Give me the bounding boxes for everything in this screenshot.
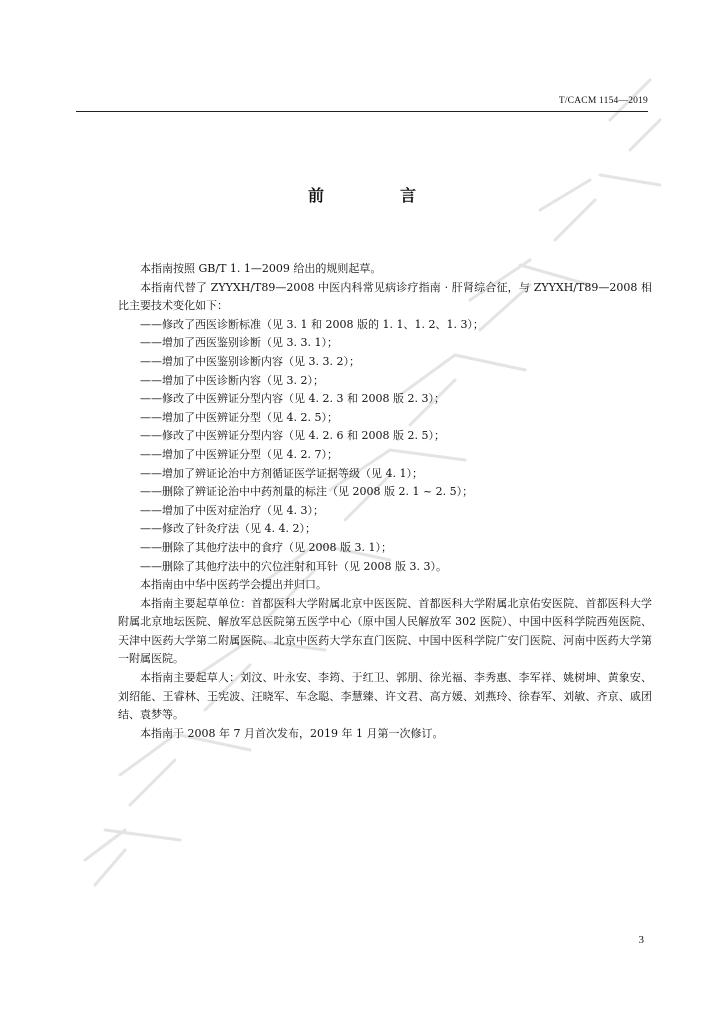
- change-item: ——删除了其他疗法中的穴位注射和耳针（见 2008 版 3. 3）。: [140, 559, 447, 573]
- page-title: 前 言: [307, 186, 446, 205]
- standard-code: T/CACM 1154—2019: [558, 96, 648, 106]
- change-item: ——增加了中医诊断内容（见 3. 2）；: [140, 373, 324, 387]
- change-item: ——增加了中医辨证分型（见 4. 2. 5）；: [140, 410, 338, 424]
- paragraph-proposer: 本指南由中华中医药学会提出并归口。: [140, 578, 327, 592]
- change-item: ——修改了中医辨证分型内容（见 4. 2. 6 和 2008 版 2. 5）；: [140, 429, 445, 443]
- change-item: ——增加了中医鉴别诊断内容（见 3. 3. 2）；: [140, 354, 360, 368]
- change-item: ——增加了中医对症治疗（见 4. 3）；: [140, 503, 324, 517]
- paragraph-replacement: 本指南代替了 ZYYXH/T89—2008 中医内科常见病诊疗指南 · 肝肾综合征，与 ZYYXH/T89—2008 相比主要技术变化如下：: [118, 280, 652, 313]
- foreword-body: [118, 260, 652, 743]
- change-item: ——增加了辨证论治中方剂循证医学证据等级（见 4. 1）；: [140, 466, 423, 480]
- change-item: ——增加了西医鉴别诊断（见 3. 3. 1）；: [140, 336, 338, 350]
- change-item: ——修改了中医辨证分型内容（见 4. 2. 3 和 2008 版 2. 3）；: [140, 392, 445, 406]
- change-item: ——修改了针灸疗法（见 4. 4. 2）；: [140, 522, 316, 536]
- change-item: ——修改了西医诊断标准（见 3. 1 和 2008 版的 1. 1、1. 2、1. 3）；: [140, 317, 484, 331]
- paragraph-publication: 本指南于 2008 年 7 月首次发布，2019 年 1 月第一次修订。: [140, 726, 444, 740]
- page-number: 3: [638, 934, 644, 946]
- change-item: ——删除了辨证论治中中药剂量的标注（见 2008 版 2. 1 ~ 2. 5）；: [140, 485, 474, 499]
- header-rule: [76, 111, 648, 112]
- paragraph-drafters: 本指南主要起草人：刘汶、叶永安、李筠、于红卫、郭朋、徐光福、李秀惠、李军祥、姚树坤、黄象安、刘绍能、王睿林、王宪波、汪晓军、车念聪、李慧臻、许文君、高方媛、刘燕玲、徐春军、刘敏、齐京、戚团结、袁梦等。: [118, 671, 652, 722]
- change-item: ——删除了其他疗法中的食疗（见 2008 版 3. 1）；: [140, 540, 392, 554]
- paragraph-drafting-units: 本指南主要起草单位：首都医科大学附属北京中医医院、首都医科大学附属北京佑安医院、首都医科大学附属北京地坛医院、解放军总医院第五医学中心（原中国人民解放军 302 医院）、中国中医科学院西苑医院、天津中医药大学第二附属医院、北京中医药大学东直门医院、中国中医科学院广安门医院、河南中医药大学第一附属医院。: [118, 596, 652, 666]
- change-item: ——增加了中医辨证分型（见 4. 2. 7）；: [140, 447, 338, 461]
- paragraph-drafting-rules: 本指南按照 GB/T 1. 1—2009 给出的规则起草。: [140, 262, 382, 275]
